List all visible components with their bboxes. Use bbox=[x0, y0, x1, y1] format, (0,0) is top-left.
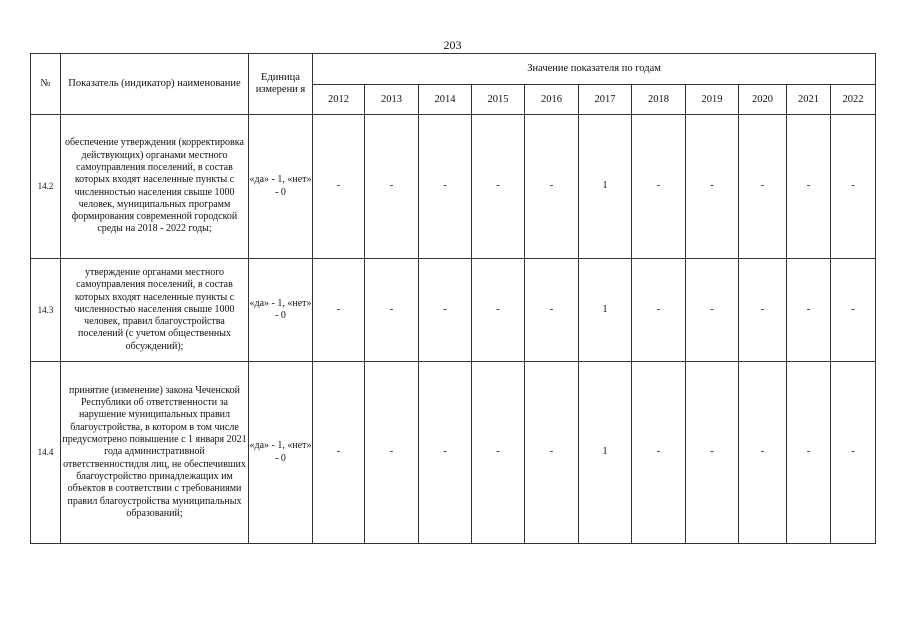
row-value: - bbox=[787, 362, 831, 544]
year-header: 2022 bbox=[831, 85, 876, 115]
row-value: - bbox=[831, 259, 876, 362]
row-value: - bbox=[632, 115, 686, 259]
year-header: 2014 bbox=[419, 85, 472, 115]
row-indicator: принятие (изменение) закона Чеченской Республики об ответственности за нарушение муниципальных правил благоустройства, в котором в том числе предусмотрено повышение с 1 января 2021 года административной ответственностидля лиц, не обеспечивших благоустройство принадлежащих им объектов в соответствии с требованиями правил благоустройства муниципальных образований; bbox=[61, 362, 249, 544]
header-number: № bbox=[31, 54, 61, 115]
row-value: - bbox=[419, 362, 472, 544]
row-value: - bbox=[472, 115, 525, 259]
row-value: - bbox=[365, 362, 419, 544]
row-value: - bbox=[525, 259, 579, 362]
row-value: - bbox=[525, 115, 579, 259]
row-value: - bbox=[787, 259, 831, 362]
row-unit: «да» - 1, «нет» - 0 bbox=[249, 259, 313, 362]
header-indicator: Показатель (индикатор) наименование bbox=[61, 54, 249, 115]
row-value: - bbox=[739, 362, 787, 544]
year-header: 2020 bbox=[739, 85, 787, 115]
row-value: 1 bbox=[579, 115, 632, 259]
row-value: - bbox=[632, 362, 686, 544]
row-value: - bbox=[419, 259, 472, 362]
row-value: - bbox=[472, 362, 525, 544]
page-number: 203 bbox=[443, 38, 462, 52]
row-value: - bbox=[313, 362, 365, 544]
row-value: - bbox=[632, 259, 686, 362]
year-header: 2018 bbox=[632, 85, 686, 115]
row-number: 14.2 bbox=[31, 115, 61, 259]
table-row bbox=[31, 362, 876, 544]
header-values: Значение показателя по годам bbox=[313, 54, 876, 85]
row-value: - bbox=[365, 115, 419, 259]
row-value: - bbox=[686, 259, 739, 362]
year-header: 2013 bbox=[365, 85, 419, 115]
row-value: - bbox=[739, 259, 787, 362]
row-unit: «да» - 1, «нет» - 0 bbox=[249, 362, 313, 544]
indicator-table bbox=[30, 53, 876, 544]
row-value: - bbox=[365, 259, 419, 362]
row-unit: «да» - 1, «нет» - 0 bbox=[249, 115, 313, 259]
row-number: 14.3 bbox=[31, 259, 61, 362]
row-value: - bbox=[739, 115, 787, 259]
row-value: - bbox=[313, 259, 365, 362]
year-header: 2012 bbox=[313, 85, 365, 115]
header-unit: Единица измерени я bbox=[249, 54, 313, 115]
row-value: - bbox=[831, 115, 876, 259]
row-value: 1 bbox=[579, 362, 632, 544]
row-value: - bbox=[831, 362, 876, 544]
row-value: - bbox=[686, 115, 739, 259]
row-value: - bbox=[313, 115, 365, 259]
row-value: - bbox=[787, 115, 831, 259]
year-header: 2016 bbox=[525, 85, 579, 115]
row-value: - bbox=[686, 362, 739, 544]
row-indicator: обеспечение утверждения (корректировка действующих) органами местного самоуправления поселений, в состав которых входят населенные пункты с численностью населения свыше 1000 человек, муниципальных программ формирования современной городской среды на 2018 - 2022 годы; bbox=[61, 115, 249, 259]
year-header: 2017 bbox=[579, 85, 632, 115]
row-indicator: утверждение органами местного самоуправления поселений, в состав которых входят населенные пункты с численностью населения свыше 1000 человек, правил благоустройства поселений (с учетом общественных обсуждений); bbox=[61, 259, 249, 362]
row-number: 14.4 bbox=[31, 362, 61, 544]
row-value: 1 bbox=[579, 259, 632, 362]
table-row bbox=[31, 259, 876, 362]
year-header: 2019 bbox=[686, 85, 739, 115]
year-header: 2015 bbox=[472, 85, 525, 115]
table-row bbox=[31, 115, 876, 259]
row-value: - bbox=[419, 115, 472, 259]
year-header: 2021 bbox=[787, 85, 831, 115]
row-value: - bbox=[525, 362, 579, 544]
row-value: - bbox=[472, 259, 525, 362]
